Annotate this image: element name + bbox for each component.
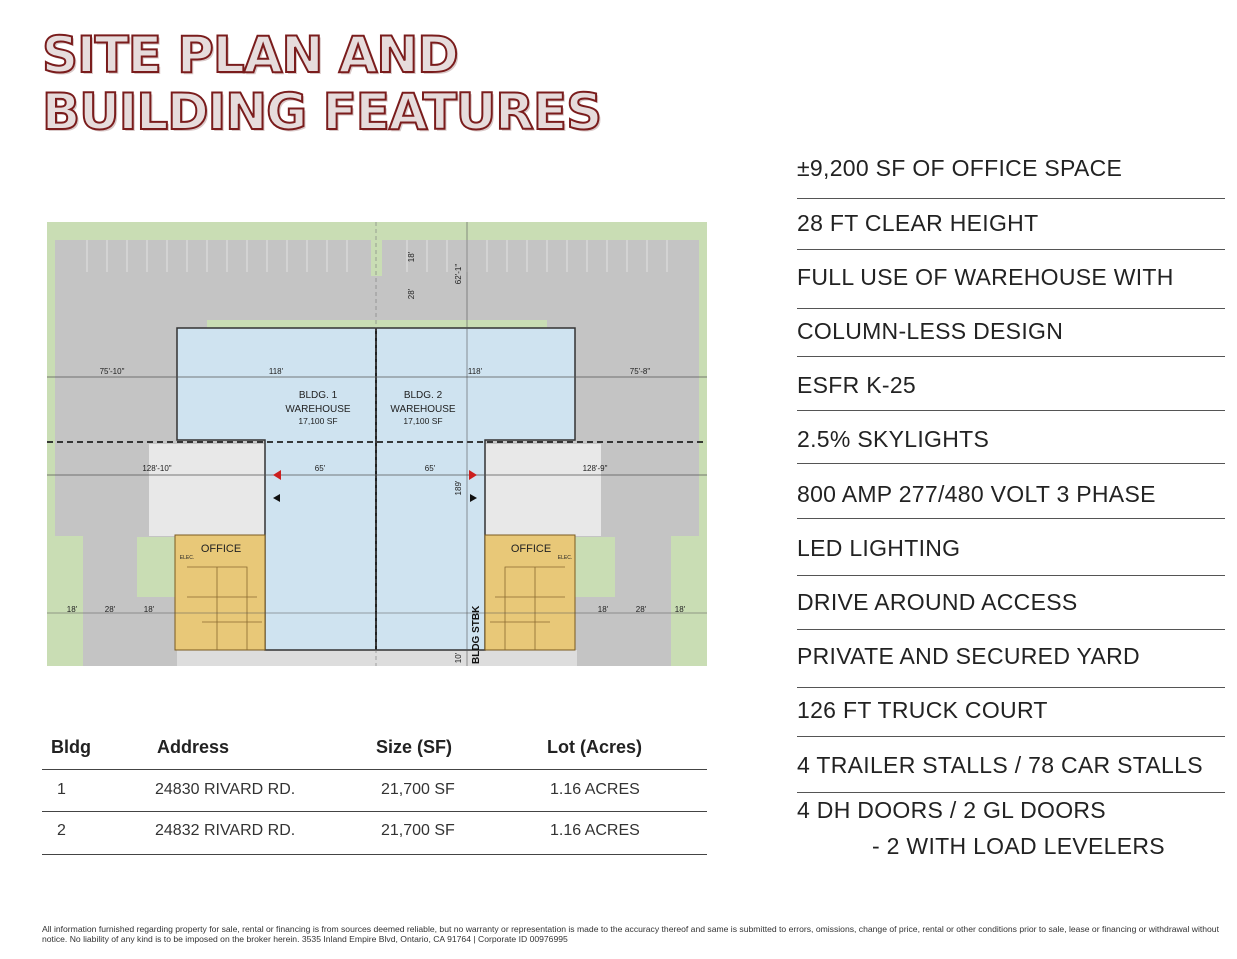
dim-label: 128'-9" [582,464,608,473]
feature-divider [797,463,1225,464]
corner-planter-left [55,536,83,666]
cell-address: 24832 RIVARD RD. [155,822,296,839]
page-title-line-1: SITE PLAN AND [42,26,458,84]
truck-court-right [485,444,601,536]
bldg1-area: 17,100 SF [298,416,338,426]
feature-divider [797,410,1225,411]
dim-label: 18' [66,605,78,614]
site-plan [47,222,707,666]
feature-item: LED LIGHTING [797,535,961,561]
dim-label: 118' [268,367,284,376]
feature-item: DRIVE AROUND ACCESS [797,589,1078,615]
feature-item: 2.5% SKYLIGHTS [797,426,990,452]
page-title-line-2: BUILDING FEATURES [42,83,602,141]
dim-label: 28' [104,605,116,614]
feature-item: COLUMN-LESS DESIGN [797,318,1064,344]
planter-left [137,537,177,597]
dim-label: 75'-10" [99,367,125,376]
truck-court-left [149,444,265,536]
feature-divider [797,629,1225,630]
bottom-walk [177,650,577,666]
bldg2-type: WAREHOUSE [390,404,456,415]
feature-item: FULL USE OF WAREHOUSE WITH [797,264,1174,290]
cell-address: 24830 RIVARD RD. [155,781,296,798]
dim-label: 18' [597,605,609,614]
corner-planter-right [671,536,699,666]
feature-item: 4 DH DOORS / 2 GL DOORS [797,797,1106,823]
feature-divider [797,356,1225,357]
dim-label: 28' [635,605,647,614]
office-label-right: OFFICE [510,543,552,555]
feature-item: ESFR K-25 [797,372,917,398]
table-header-address: Address [157,737,230,757]
feature-divider [797,575,1225,576]
dim-label: 189' [454,480,463,496]
table-header-bldg: Bldg [51,737,91,757]
office-label-left: OFFICE [200,543,242,555]
table-header-lot: Lot (Acres) [547,737,643,757]
feature-divider [797,687,1225,688]
dim-label: 18' [674,605,686,614]
dim-label: 18' [407,251,416,263]
dim-label: 65' [314,464,326,473]
cell-bldg: 2 [57,822,66,839]
front-planter [207,320,547,328]
feature-item: ±9,200 SF OF OFFICE SPACE [797,155,1123,181]
feature-item: 4 TRAILER STALLS / 78 CAR STALLS [797,752,1203,778]
feature-item: 126 FT TRUCK COURT [797,697,1048,723]
feature-item-sub: - 2 WITH LOAD LEVELERS [872,833,1165,859]
dim-label: 118' [467,367,483,376]
feature-item: 28 FT CLEAR HEIGHT [797,210,1039,236]
feature-divider [797,198,1225,199]
disclaimer: All information furnished regarding property for sale, rental or financing is from sources deemed reliable, but no warranty or representation is made to the accuracy thereof and same is submitted to errors, omissions, change of price, rental or other conditions prior to sale, lease or financing or withdrawal without notice. No liability of any kind is to be imposed on the broker herein. 3535 Inland Empire Blvd, Ontario, CA 91764 | Corporate ID 00976995 [42,924,1219,944]
dim-label: 10' [454,652,463,664]
feature-item: 800 AMP 277/480 VOLT 3 PHASE [797,481,1156,507]
cell-lot: 1.16 ACRES [550,781,640,798]
cell-size: 21,700 SF [381,781,455,798]
table-divider [42,811,707,812]
bldg1-type: WAREHOUSE [285,404,351,415]
cell-size: 21,700 SF [381,822,455,839]
planter-right [575,537,615,597]
feature-divider [797,308,1225,309]
dim-label: 62'-1" [454,263,463,285]
elec-label: ELEC. [179,555,195,561]
bldg2-name: BLDG. 2 [403,390,443,401]
feature-divider [797,249,1225,250]
table-header-size: Size (SF) [376,737,453,757]
dim-label: 75'-8" [629,367,651,376]
dim-label: 65' [424,464,436,473]
table-divider [42,854,707,855]
dim-label: 18' [143,605,155,614]
bldg1-name: BLDG. 1 [298,390,338,401]
cell-bldg: 1 [57,781,66,798]
setback-label: BLDG STBK [471,605,482,664]
feature-divider [797,736,1225,737]
feature-divider [797,792,1225,793]
center-planter [371,222,382,276]
dim-label: 128'-10" [142,464,172,473]
feature-item: PRIVATE AND SECURED YARD [797,643,1140,669]
dim-label: 28' [407,288,416,300]
elec-label: ELEC. [557,555,573,561]
bldg2-area: 17,100 SF [403,416,443,426]
feature-divider [797,518,1225,519]
table-divider [42,769,707,770]
cell-lot: 1.16 ACRES [550,822,640,839]
